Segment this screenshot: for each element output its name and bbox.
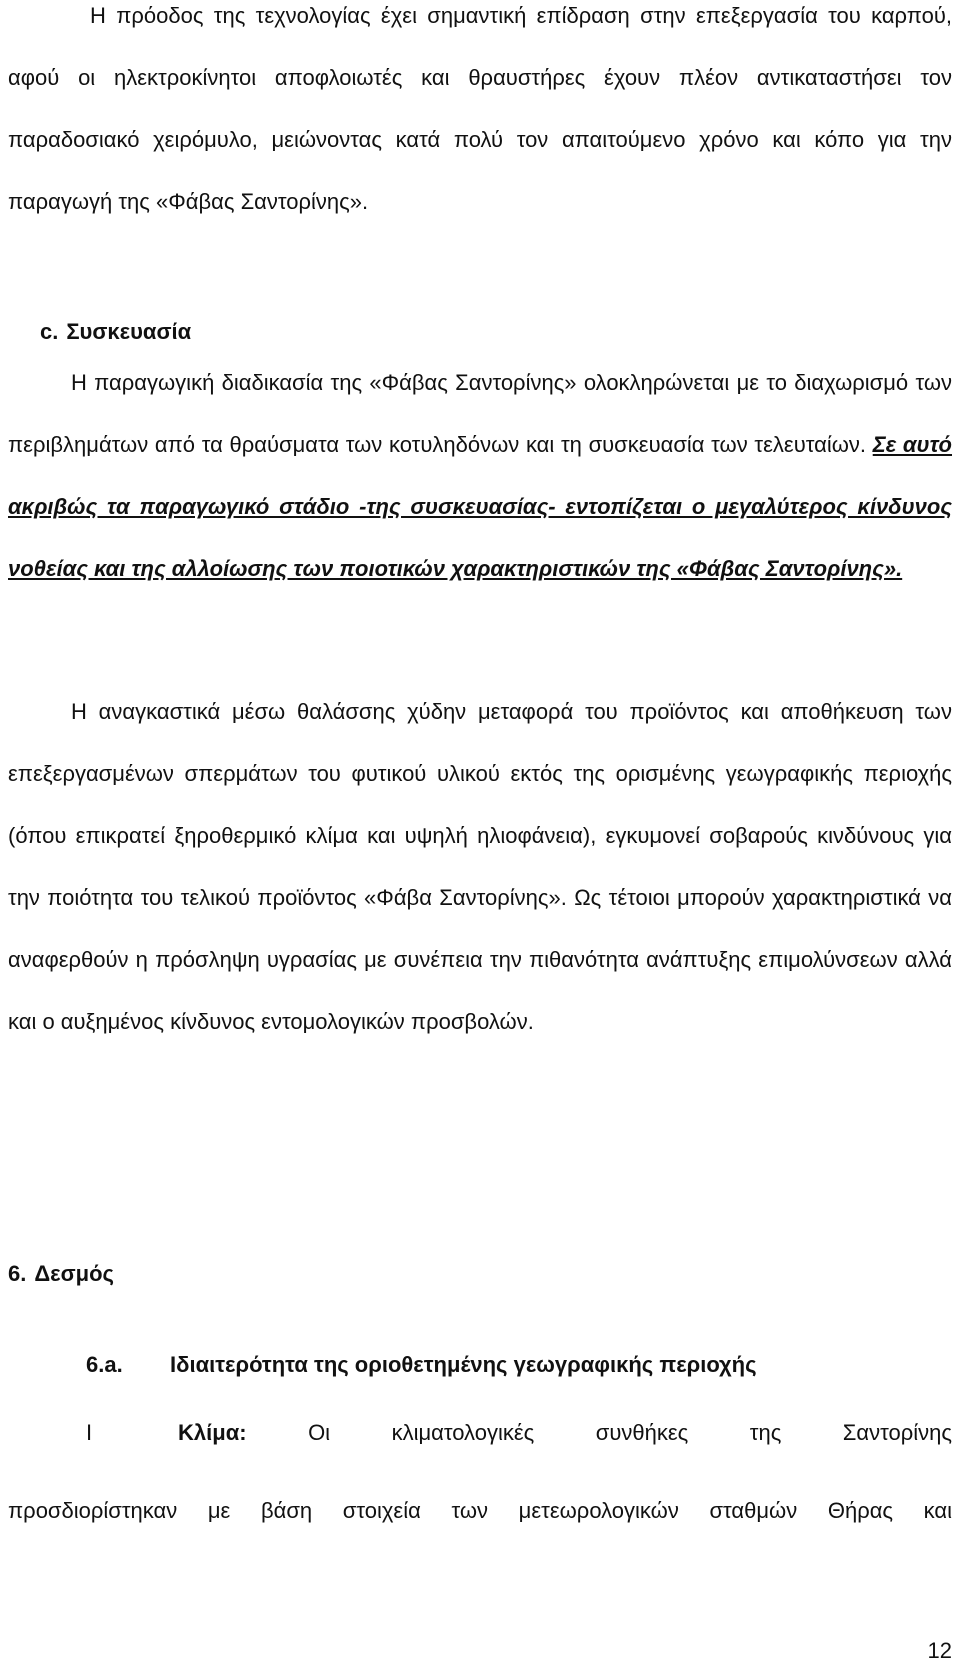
list-marker: I	[86, 1420, 93, 1445]
subsection-heading-area-specificity	[86, 1352, 757, 1378]
paragraph-text: Οι κλιματολογικές συνθήκες της Σαντορίνης	[308, 1420, 952, 1445]
paragraph-packaging	[8, 352, 952, 600]
paragraph-climate-continued: προσδιορίστηκαν με βάση στοιχεία των μετεωρολογικών σταθμών Θήρας και	[8, 1498, 952, 1523]
paragraph-climate	[8, 1402, 952, 1464]
section-title: Δεσμός	[34, 1261, 115, 1286]
paragraph-text: Η παραγωγική διαδικασία της «Φάβας Σαντορίνης» ολοκληρώνεται με το διαχωρισμό των περιβλημάτων από τα θραύσματα των κοτυληδόνων και τη συσκευασία των τελευταίων.	[8, 370, 952, 457]
subsection-title: Ιδιαιτερότητα της οριοθετημένης γεωγραφικής περιοχής	[170, 1352, 757, 1377]
paragraph-transport-risks: Η αναγκαστικά μέσω θαλάσσης χύδην μεταφορά του προϊόντος και αποθήκευση των επεξεργασμένων σπερμάτων του φυτικού υλικού εκτός της ορισμένης γεωγραφικής περιοχής (όπου επικρατεί ξηροθερμικό κλίμα και υψηλή ηλιοφάνεια), εγκυμονεί σοβαρούς κινδύνους για την ποιότητα του τελικού προϊόντος «Φάβα Σαντορίνης». Ως τέτοιοι μπορούν χαρακτηριστικά να αναφερθούν η πρόσληψη υγρασίας με συνέπεια την πιθανότητα ανάπτυξης επιμολύνσεων αλλά και ο αυξημένος κίνδυνος εντομολογικών προσβολών.	[8, 699, 952, 1034]
section-title: Συσκευασία	[66, 319, 192, 344]
section-number: 6.	[8, 1261, 27, 1286]
paragraph-technology: Η πρόοδος της τεχνολογίας έχει σημαντική επίδραση στην επεξεργασία του καρπού, αφού οι ηλεκτροκίνητοι αποφλοιωτές και θραυστήρες έχουν πλέον αντικαταστήσει τον παραδοσιακό χειρόμυλο, μειώνοντας κατά πολύ τον απαιτούμενο χρόνο και κόπο για την παραγωγή της «Φάβας Σαντορίνης».	[8, 3, 952, 214]
section-number: c.	[40, 319, 59, 344]
emphasized-statement: Σε αυτό ακριβώς τα παραγωγικό στάδιο -της συσκευασίας- εντοπίζεται ο μεγαλύτερος κίνδυνος νοθείας και της αλλοίωσης των ποιοτικών χαρακτηριστικών της «Φάβας Σαντορίνης».	[8, 432, 952, 581]
section-heading-link	[8, 1261, 114, 1287]
subsection-number: 6.a.	[86, 1352, 123, 1377]
page-number: 12	[927, 1638, 952, 1663]
term-climate: Κλίμα:	[178, 1420, 247, 1445]
